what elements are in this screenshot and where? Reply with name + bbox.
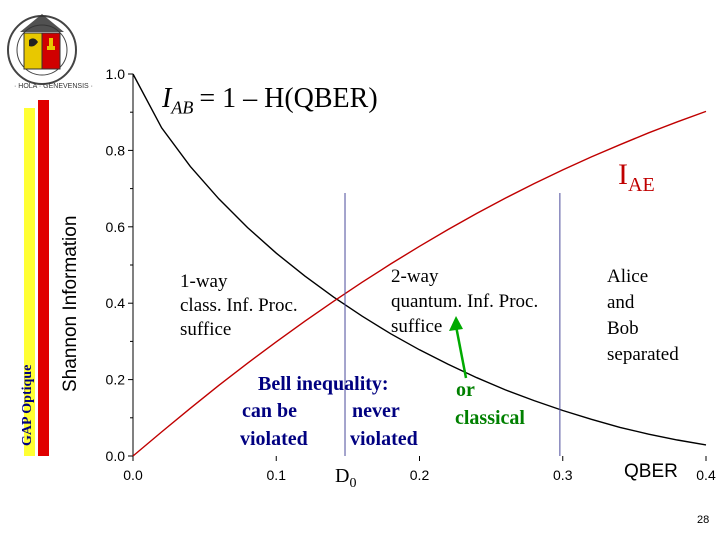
iae-label-sub: AE [628, 174, 655, 196]
iae-label-i: I [618, 158, 628, 191]
one-way-annotation [180, 270, 298, 342]
bell-can-be: can be [242, 400, 297, 422]
y-tick-label: 0.0 [105, 448, 125, 464]
one-way-line-2: class. Inf. Proc. [180, 295, 298, 316]
iab-formula-i: I [162, 83, 172, 114]
two-way-line-3: suffice [391, 316, 443, 337]
x-tick-label: 0.3 [553, 467, 573, 483]
y-tick-label: 0.6 [105, 218, 125, 235]
one-way-line-3: suffice [180, 319, 232, 340]
bell-violated-left: violated [240, 428, 308, 450]
alice-bob-annotation [607, 264, 679, 368]
x-tick-label: 0.2 [409, 467, 430, 483]
bell-never: never [352, 400, 400, 422]
one-way-line-1: 1-way [180, 271, 228, 292]
or-label: or [456, 379, 475, 401]
two-way-annotation [391, 264, 538, 339]
gap-optique-label: GAP Optique [20, 364, 35, 446]
y-tick-label: 1.0 [105, 66, 125, 82]
x-tick-label: 0.1 [266, 467, 286, 483]
bell-inequality-title: Bell inequality: [258, 373, 389, 395]
y-tick-label: 0.8 [105, 142, 125, 159]
alice-bob-line-3: Bob [607, 318, 639, 339]
x-axis-title: QBER [624, 461, 678, 482]
iab-formula-rhs: = 1 – H(QBER) [199, 83, 378, 114]
page-number: 28 [697, 514, 710, 526]
d0-label [335, 465, 356, 492]
x-tick-label: 0.0 [123, 467, 143, 483]
y-tick-label: 0.4 [105, 295, 125, 312]
y-tick-label: 0.2 [105, 371, 125, 388]
iab-curve [133, 74, 706, 445]
iae-label [618, 158, 655, 197]
two-way-line-1: 2-way [391, 266, 439, 287]
d0-label-sub: 0 [349, 476, 357, 491]
classical-label: classical [455, 407, 525, 429]
bell-violated-right: violated [350, 428, 418, 450]
iab-formula-sub: AB [171, 97, 194, 118]
seal-text: · HOLA · GENEVENSIS · [14, 83, 93, 90]
d0-label-main: D [335, 465, 350, 487]
y-axis-title: Shannon Information [60, 215, 81, 392]
alice-bob-line-2: and [607, 292, 635, 313]
alice-bob-line-4: separated [607, 344, 679, 365]
two-way-line-2: quantum. Inf. Proc. [391, 291, 539, 312]
alice-bob-line-1: Alice [607, 266, 649, 287]
x-tick-label: 0.4 [696, 467, 716, 483]
iab-formula [162, 83, 378, 119]
